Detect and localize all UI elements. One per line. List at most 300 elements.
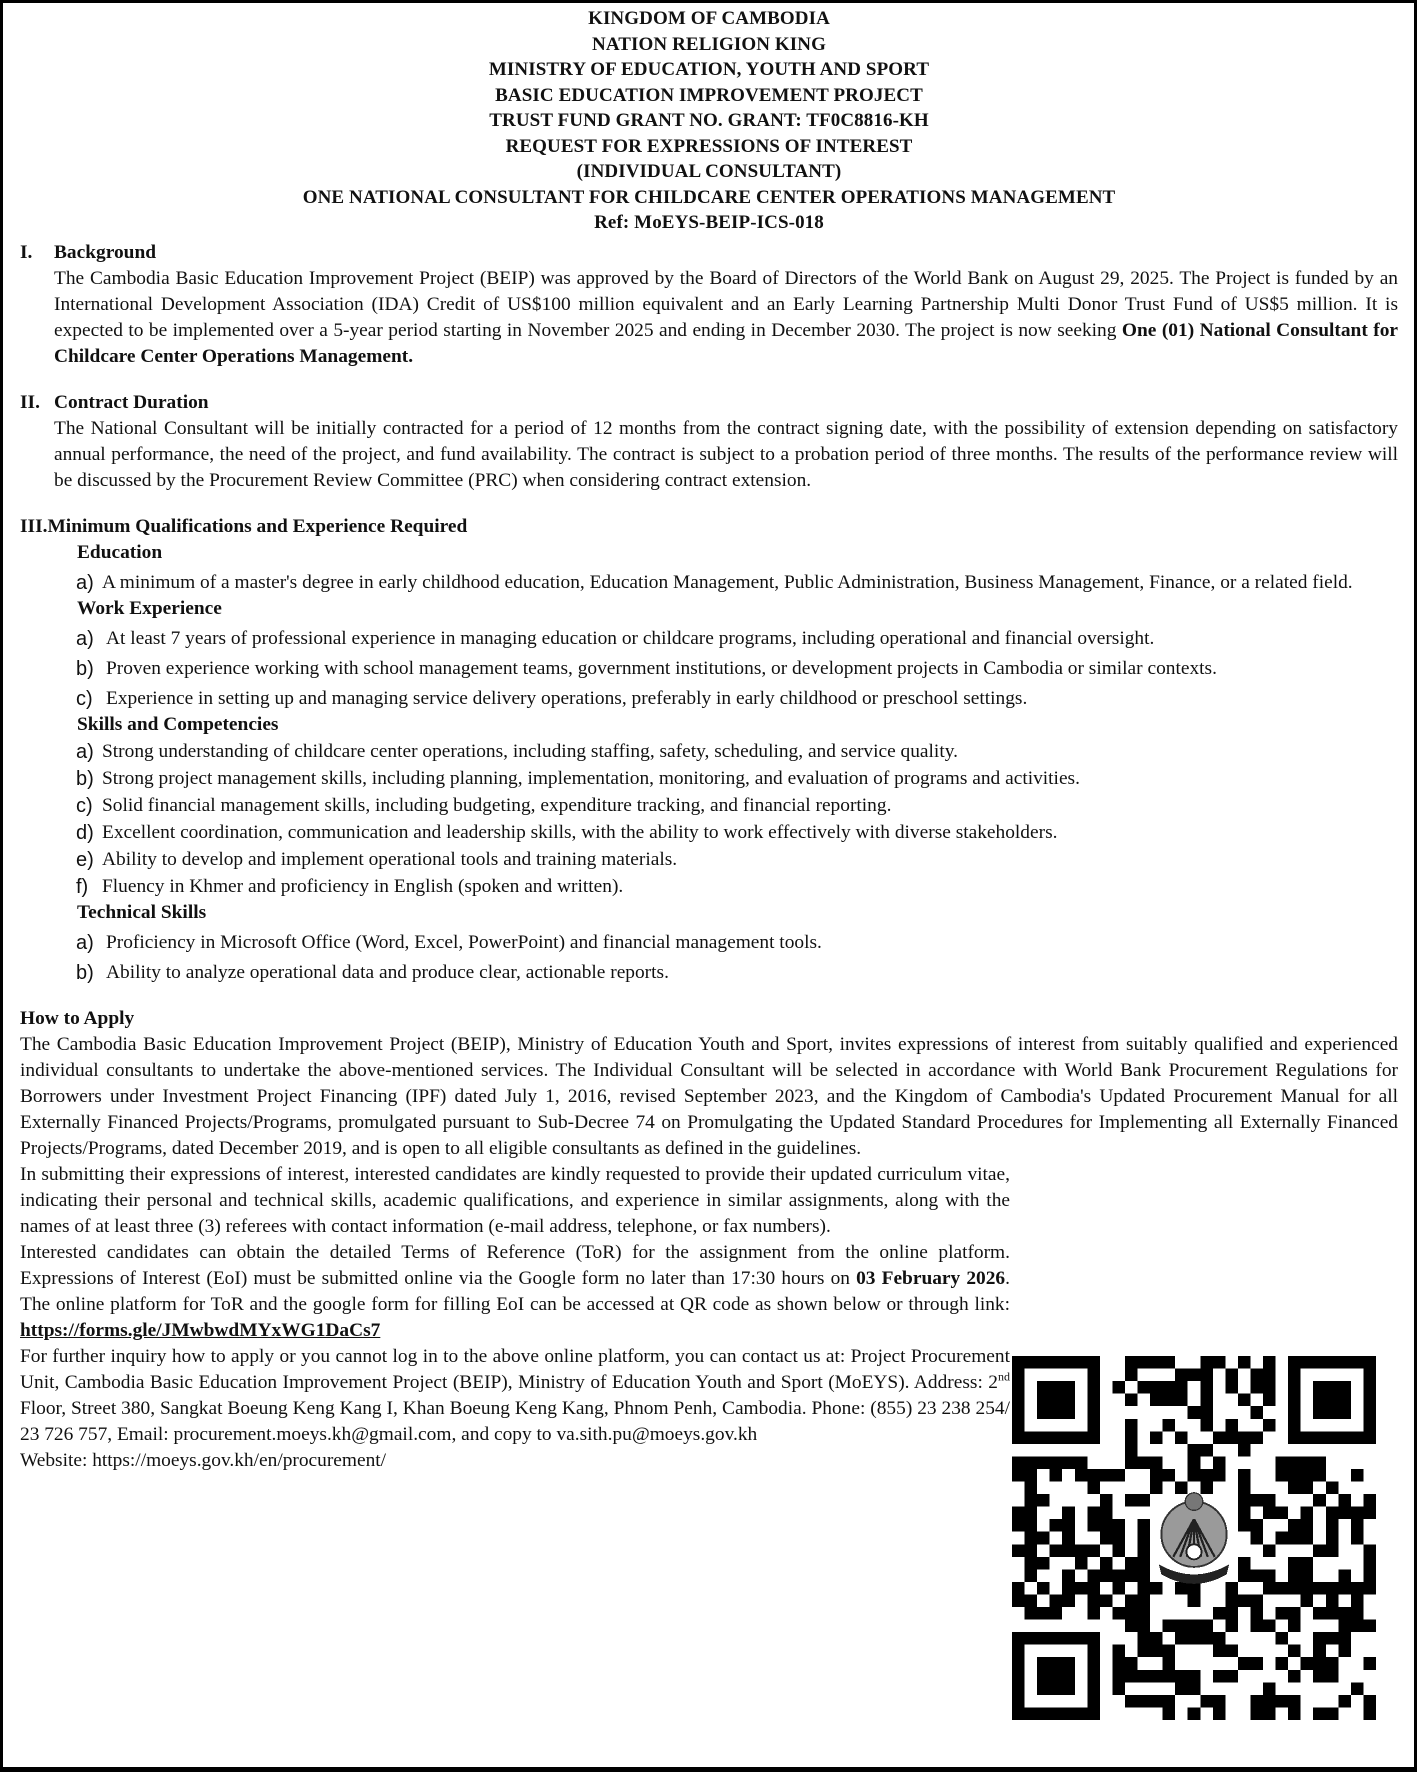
qr-module (1338, 1620, 1351, 1633)
google-form-link[interactable]: https://forms.gle/JMwbwdMYxWG1DaCs7 (20, 1319, 381, 1341)
qr-module (1125, 1569, 1138, 1582)
qr-module (1025, 1482, 1038, 1495)
qr-module (1012, 1394, 1025, 1407)
qr-module (1087, 1657, 1100, 1670)
qr-module (1150, 1482, 1163, 1495)
qr-module (1112, 1670, 1125, 1683)
item-label: c) (76, 687, 93, 710)
qr-module (1326, 1519, 1339, 1532)
qr-module (1263, 1419, 1276, 1432)
item-label: e) (76, 848, 94, 871)
qr-module (1100, 1469, 1113, 1482)
qr-module (1087, 1670, 1100, 1683)
qr-module (1037, 1670, 1050, 1683)
qr-module (1037, 1494, 1050, 1507)
qr-module (1238, 1431, 1251, 1444)
qr-module (1050, 1607, 1063, 1620)
qr-module (1338, 1569, 1351, 1582)
qr-module (1037, 1394, 1050, 1407)
qr-module (1276, 1695, 1289, 1708)
qr-module (1225, 1645, 1238, 1658)
qr-module (1213, 1695, 1226, 1708)
qr-module (1087, 1469, 1100, 1482)
qr-module (1112, 1569, 1125, 1582)
qr-module (1288, 1557, 1301, 1570)
qr-module (1238, 1394, 1251, 1407)
list-item (76, 793, 1362, 819)
qr-module (1125, 1444, 1138, 1457)
qr-module (1163, 1419, 1176, 1432)
qr-module (1338, 1431, 1351, 1444)
qr-module (1288, 1645, 1301, 1658)
qr-module (1200, 1444, 1213, 1457)
qr-module (1313, 1544, 1326, 1557)
qr-module (1163, 1645, 1176, 1658)
qr-module (1025, 1607, 1038, 1620)
qr-module (1288, 1519, 1301, 1532)
qr-module (1163, 1620, 1176, 1633)
qr-module (1313, 1469, 1326, 1482)
item-text: Excellent coordination, communication and leadership skills, with the ability to work effectively with diverse stakeholders. (102, 821, 1058, 843)
qr-module (1012, 1381, 1025, 1394)
qr-module (1138, 1670, 1151, 1683)
qr-module (1112, 1682, 1125, 1695)
how-to-apply-heading: How to Apply (20, 1007, 135, 1029)
qr-module (1062, 1532, 1075, 1545)
qr-module (1100, 1557, 1113, 1570)
list-item (76, 847, 1362, 873)
qr-module (1087, 1569, 1100, 1582)
qr-module (1112, 1519, 1125, 1532)
qr-module (1225, 1431, 1238, 1444)
qr-module (1250, 1657, 1263, 1670)
qr-module (1200, 1381, 1213, 1394)
qr-module (1012, 1682, 1025, 1695)
list-item (76, 626, 1362, 652)
qr-module (1250, 1519, 1263, 1532)
qr-module (1025, 1707, 1038, 1720)
qr-module (1338, 1645, 1351, 1658)
subheading-technical-skills: Technical Skills (77, 901, 207, 923)
qr-module (1175, 1632, 1188, 1645)
qr-module (1200, 1695, 1213, 1708)
qr-module (1250, 1406, 1263, 1419)
qr-module (1163, 1356, 1176, 1369)
qr-module (1288, 1356, 1301, 1369)
qr-module (1012, 1695, 1025, 1708)
qr-module (1062, 1682, 1075, 1695)
qr-module (1263, 1682, 1276, 1695)
qr-module (1276, 1657, 1289, 1670)
qr-module (1050, 1469, 1063, 1482)
qr-module (1188, 1444, 1201, 1457)
qr-module (1276, 1532, 1289, 1545)
qr-module (1050, 1431, 1063, 1444)
qr-module (1363, 1557, 1376, 1570)
qr-module (1025, 1431, 1038, 1444)
qr-module (1112, 1381, 1125, 1394)
item-text: Ability to analyze operational data and produce clear, actionable reports. (106, 961, 669, 983)
qr-module (1363, 1369, 1376, 1382)
header-line: TRUST FUND GRANT NO. GRANT: TF0C8816-KH (489, 110, 929, 131)
qr-module (1288, 1620, 1301, 1633)
qr-module (1138, 1569, 1151, 1582)
header-line: KINGDOM OF CAMBODIA (588, 8, 830, 29)
item-label: a) (76, 931, 94, 954)
qr-module (1326, 1670, 1339, 1683)
qr-module (1276, 1582, 1289, 1595)
qr-module (1351, 1469, 1364, 1482)
qr-module (1125, 1431, 1138, 1444)
qr-module (1112, 1657, 1125, 1670)
qr-module (1075, 1632, 1088, 1645)
qr-module (1188, 1632, 1201, 1645)
qr-module (1025, 1469, 1038, 1482)
item-label: c) (76, 794, 93, 817)
qr-module (1012, 1356, 1025, 1369)
qr-module (1263, 1544, 1276, 1557)
qr-module (1087, 1682, 1100, 1695)
qr-module (1288, 1582, 1301, 1595)
qr-module (1062, 1394, 1075, 1407)
header-line: (INDIVIDUAL CONSULTANT) (576, 161, 842, 182)
qr-module (1138, 1620, 1151, 1633)
qr-module (1313, 1707, 1326, 1720)
qr-module (1112, 1645, 1125, 1658)
qr-module (1012, 1406, 1025, 1419)
qr-module (1263, 1620, 1276, 1633)
qr-module (1338, 1494, 1351, 1507)
qr-module (1050, 1657, 1063, 1670)
qr-module (1087, 1607, 1100, 1620)
list-item (76, 766, 1362, 792)
item-text: At least 7 years of professional experience in managing education or childcare programs, including operational and financial oversight. (106, 627, 1155, 649)
qr-module (1263, 1369, 1276, 1382)
qr-module (1188, 1406, 1201, 1419)
qr-module (1062, 1544, 1075, 1557)
qr-module (1175, 1394, 1188, 1407)
qr-module (1326, 1582, 1339, 1595)
qr-module (1037, 1582, 1050, 1595)
spacer (20, 986, 1398, 1000)
qr-module (1238, 1594, 1251, 1607)
list-item (76, 960, 1362, 986)
header-line: REQUEST FOR EXPRESSIONS OF INTEREST (505, 135, 913, 157)
qr-module (1188, 1594, 1201, 1607)
qr-module (1062, 1594, 1075, 1607)
qr-module (1025, 1557, 1038, 1570)
apply-paragraph-4 (20, 1344, 1010, 1448)
section-heading (20, 514, 1398, 540)
qr-module (1288, 1695, 1301, 1708)
qr-module (1138, 1632, 1151, 1645)
qr-module (1188, 1670, 1201, 1683)
qr-module (1037, 1406, 1050, 1419)
list-item (76, 930, 1362, 956)
qr-module (1225, 1381, 1238, 1394)
qr-module (1288, 1670, 1301, 1683)
website-line[interactable]: Website: https://moeys.gov.kh/en/procurement/ (20, 1449, 387, 1471)
qr-module (1125, 1419, 1138, 1432)
qr-module (1363, 1406, 1376, 1419)
qr-module (1338, 1406, 1351, 1419)
qr-module (1338, 1582, 1351, 1595)
qr-module (1351, 1507, 1364, 1520)
qr-module (1313, 1670, 1326, 1683)
qr-module (1062, 1507, 1075, 1520)
section-heading (20, 390, 1398, 416)
contract-paragraph: The National Consultant will be initially contracted for a period of 12 months from the contract signing date, with the possibility of extension depending on satisfactory annual performance, the need of the project, and fund availability. The contract is subject to a probation period of three months. The results of the performance review will be discussed by the Procurement Review Committee (PRC) when considering contract extension. (54, 417, 1398, 491)
qr-module (1301, 1507, 1314, 1520)
spacer (20, 370, 1398, 390)
qr-module (1012, 1670, 1025, 1683)
qr-module (1200, 1620, 1213, 1633)
qr-module (1276, 1456, 1289, 1469)
qr-module (1138, 1695, 1151, 1708)
qr-module (1175, 1670, 1188, 1683)
qr-module (1163, 1394, 1176, 1407)
qr-module (1138, 1494, 1151, 1507)
qr-module (1326, 1607, 1339, 1620)
qr-module (1012, 1431, 1025, 1444)
qr-module (1263, 1494, 1276, 1507)
header-line: BASIC EDUCATION IMPROVEMENT PROJECT (495, 84, 923, 106)
qr-module (1225, 1369, 1238, 1382)
qr-module (1050, 1594, 1063, 1607)
qr-module (1138, 1594, 1151, 1607)
qr-module (1363, 1544, 1376, 1557)
qr-module (1301, 1469, 1314, 1482)
qr-module (1200, 1482, 1213, 1495)
section-background (20, 240, 1398, 370)
qr-module (1012, 1707, 1025, 1720)
item-text: Solid financial management skills, including budgeting, expenditure tracking, and financial reporting. (102, 794, 892, 816)
qr-module (1225, 1419, 1238, 1432)
qr-module (1175, 1682, 1188, 1695)
apply-paragraph-3 (20, 1240, 1010, 1318)
qr-module (1025, 1456, 1038, 1469)
qr-module (1087, 1482, 1100, 1495)
qr-module (1351, 1356, 1364, 1369)
qr-module (1012, 1419, 1025, 1432)
qr-module (1338, 1632, 1351, 1645)
qr-module (1150, 1632, 1163, 1645)
qr-module (1301, 1532, 1314, 1545)
item-text: Fluency in Khmer and proficiency in English (spoken and written). (102, 875, 624, 897)
qr-module (1288, 1394, 1301, 1407)
qr-module (1301, 1356, 1314, 1369)
qr-module (1363, 1569, 1376, 1582)
qr-module (1087, 1582, 1100, 1595)
qr-module (1163, 1469, 1176, 1482)
qr-module (1138, 1645, 1151, 1658)
qr-module (1075, 1707, 1088, 1720)
qr-module (1150, 1582, 1163, 1595)
qr-module (1075, 1431, 1088, 1444)
qr-module (1163, 1657, 1176, 1670)
qr-module (1050, 1356, 1063, 1369)
qr-module (1125, 1594, 1138, 1607)
qr-module (1250, 1620, 1263, 1633)
qr-module (1062, 1519, 1075, 1532)
qr-module (1363, 1394, 1376, 1407)
qr-module (1175, 1381, 1188, 1394)
qr-module (1313, 1381, 1326, 1394)
qr-module (1125, 1670, 1138, 1683)
qr-module (1012, 1507, 1025, 1520)
header-line: ONE NATIONAL CONSULTANT FOR CHILDCARE CENTER OPERATIONS MANAGEMENT (302, 186, 1116, 208)
item-text: Experience in setting up and managing service delivery operations, preferably in early childhood or preschool settings. (106, 687, 1028, 709)
qr-module (1163, 1670, 1176, 1683)
qr-module (1087, 1356, 1100, 1369)
qr-module (1150, 1456, 1163, 1469)
qr-module (1100, 1569, 1113, 1582)
qr-module (1225, 1670, 1238, 1683)
qr-module (1326, 1657, 1339, 1670)
qr-module (1050, 1456, 1063, 1469)
qr-module (1288, 1532, 1301, 1545)
qr-module (1213, 1707, 1226, 1720)
item-text: Proficiency in Microsoft Office (Word, Excel, PowerPoint) and financial management tools. (106, 931, 822, 953)
qr-module (1338, 1356, 1351, 1369)
qr-module (1263, 1394, 1276, 1407)
qr-module (1087, 1507, 1100, 1520)
contact-text: For further inquiry how to apply or you cannot log in to the above online platform, you can contact us at: Project Procurement Unit, Cambodia Basic Education Improvement Project (BEIP), Ministry of Education Youth and Sport (MoEYS). Address: 2 (20, 1345, 1010, 1393)
qr-module (1250, 1695, 1263, 1708)
list-item (76, 656, 1362, 682)
qr-module (1288, 1607, 1301, 1620)
qr-module (1363, 1381, 1376, 1394)
background-paragraph (54, 266, 1398, 370)
qr-module (1288, 1381, 1301, 1394)
qr-module (1025, 1494, 1038, 1507)
qr-module (1062, 1381, 1075, 1394)
qr-module (1037, 1381, 1050, 1394)
qr-module (1276, 1632, 1289, 1645)
qr-module (1326, 1356, 1339, 1369)
qr-module (1288, 1406, 1301, 1419)
qr-module (1025, 1569, 1038, 1582)
qr-module (1238, 1507, 1251, 1520)
qr-module (1150, 1356, 1163, 1369)
qr-module (1012, 1519, 1025, 1532)
qr-module (1050, 1544, 1063, 1557)
qr-module (1050, 1707, 1063, 1720)
qr-module (1213, 1607, 1226, 1620)
qr-module (1351, 1607, 1364, 1620)
background-bold-text: One (01) National Consultant for Childcare Center Operations Management. (54, 319, 1398, 367)
qr-module (1363, 1356, 1376, 1369)
qr-module (1012, 1544, 1025, 1557)
qr-module (1087, 1695, 1100, 1708)
qr-module (1125, 1494, 1138, 1507)
qr-module (1200, 1406, 1213, 1419)
qr-module (1288, 1469, 1301, 1482)
qr-module (1075, 1456, 1088, 1469)
qr-module (1313, 1632, 1326, 1645)
qr-module (1075, 1544, 1088, 1557)
qr-module (1188, 1582, 1201, 1595)
qr-module (1301, 1482, 1314, 1495)
qr-module (1062, 1707, 1075, 1720)
qr-module (1351, 1532, 1364, 1545)
background-text: The Cambodia Basic Education Improvement Project (BEIP) was approved by the Board of Directors of the World Bank on August 29, 2025. The Project is funded by an International Development Association (IDA) Credit of US$100 million equivalent and an Early Learning Partnership Multi Donor Trust Fund of US$5 million. It is expected to be implemented over a 5-year period starting in November 2025 and ending in December 2030. The project is now seeking (54, 267, 1398, 341)
qr-module (1175, 1431, 1188, 1444)
qr-module (1125, 1394, 1138, 1407)
qr-module (1288, 1707, 1301, 1720)
qr-module (1351, 1582, 1364, 1595)
qr-module (1338, 1394, 1351, 1407)
qr-module (1225, 1594, 1238, 1607)
qr-module (1313, 1356, 1326, 1369)
qr-module (1213, 1456, 1226, 1469)
qr-module (1087, 1594, 1100, 1607)
qr-module (1250, 1381, 1263, 1394)
qr-module (1238, 1494, 1251, 1507)
qr-module (1213, 1670, 1226, 1683)
floor-ordinal: nd (998, 1369, 1010, 1384)
qr-module (1301, 1657, 1314, 1670)
header-ref: Ref: MoEYS-BEIP-ICS-018 (594, 212, 824, 233)
qr-module (1125, 1657, 1138, 1670)
qr-module (1163, 1381, 1176, 1394)
section-title: Background (54, 241, 157, 263)
qr-module (1363, 1657, 1376, 1670)
section-title: Contract Duration (54, 391, 209, 413)
qr-module (1338, 1381, 1351, 1394)
qr-code[interactable] (1012, 1356, 1376, 1720)
qr-module (1012, 1469, 1025, 1482)
item-text: A minimum of a master's degree in early childhood education, Education Management, Public Administration, Business Management, Finance, or a related field. (102, 571, 1353, 593)
qr-module (1288, 1569, 1301, 1582)
header-line: MINISTRY OF EDUCATION, YOUTH AND SPORT (488, 59, 930, 80)
qr-module (1037, 1431, 1050, 1444)
qr-module (1087, 1381, 1100, 1394)
qr-module (1326, 1381, 1339, 1394)
qr-module (1050, 1670, 1063, 1683)
qr-module (1263, 1582, 1276, 1595)
qr-module (1276, 1507, 1289, 1520)
section-title: Minimum Qualifications and Experience Required (47, 515, 468, 537)
qr-module (1087, 1707, 1100, 1720)
qr-module (1301, 1557, 1314, 1570)
list-item (76, 820, 1362, 846)
qr-module (1313, 1607, 1326, 1620)
qr-module (1012, 1632, 1025, 1645)
qr-module (1087, 1544, 1100, 1557)
qr-module (1200, 1419, 1213, 1432)
qr-module (1301, 1519, 1314, 1532)
qr-module (1087, 1406, 1100, 1419)
contact-address-text: Floor, Street 380, Sangkat Boeung Keng Kang I, Khan Boeung Keng Kang, Phnom Penh, Cambodia. Phone: (855) 23 238 254/ 23 726 757, Email: procurement.moeys.kh@gmail.com, and copy to va.sith.pu@moeys.gov.kh (20, 1397, 1010, 1445)
qr-module (1250, 1569, 1263, 1582)
apply-paragraph-2: In submitting their expressions of interest, interested candidates are kindly requested to provide their updated curriculum vitae, indicating their personal and technical skills, academic qualifications, and experience in similar assignments, along with the names of at least three (3) referees with contact information (e-mail address, telephone, or fax numbers). (20, 1163, 1010, 1237)
apply-paragraph-1: The Cambodia Basic Education Improvement Project (BEIP), Ministry of Education Youth and Sport, invites expressions of interest from suitably qualified and experienced individual consultants to undertake the above-mentioned services. The Individual Consultant will be selected in accordance with World Bank Procurement Regulations for Borrowers under Investment Project Financing (IPF) dated July 1, 2016, revised September 2023, and the Kingdom of Cambodia's Updated Procurement Manual for all Externally Financed Projects/Programs, promulgated pursuant to Sub-Decree 74 on Promulgating the Updated Standard Procedures for Implementing all Externally Financed Projects/Programs, dated December 2019, and is open to all eligible consultants as defined in the guidelines. (20, 1033, 1398, 1159)
qr-module (1313, 1394, 1326, 1407)
apply-details-text (20, 1162, 1010, 1474)
qr-module (1250, 1494, 1263, 1507)
qr-module (1225, 1582, 1238, 1595)
qr-module (1175, 1369, 1188, 1382)
qr-module (1075, 1582, 1088, 1595)
qr-module (1112, 1582, 1125, 1595)
qr-module (1075, 1356, 1088, 1369)
qr-module (1351, 1431, 1364, 1444)
item-text: Proven experience working with school management teams, government institutions, or development projects in Cambodia or similar contexts. (106, 657, 1217, 679)
qr-module (1213, 1431, 1226, 1444)
qr-module (1301, 1456, 1314, 1469)
qr-module (1250, 1369, 1263, 1382)
